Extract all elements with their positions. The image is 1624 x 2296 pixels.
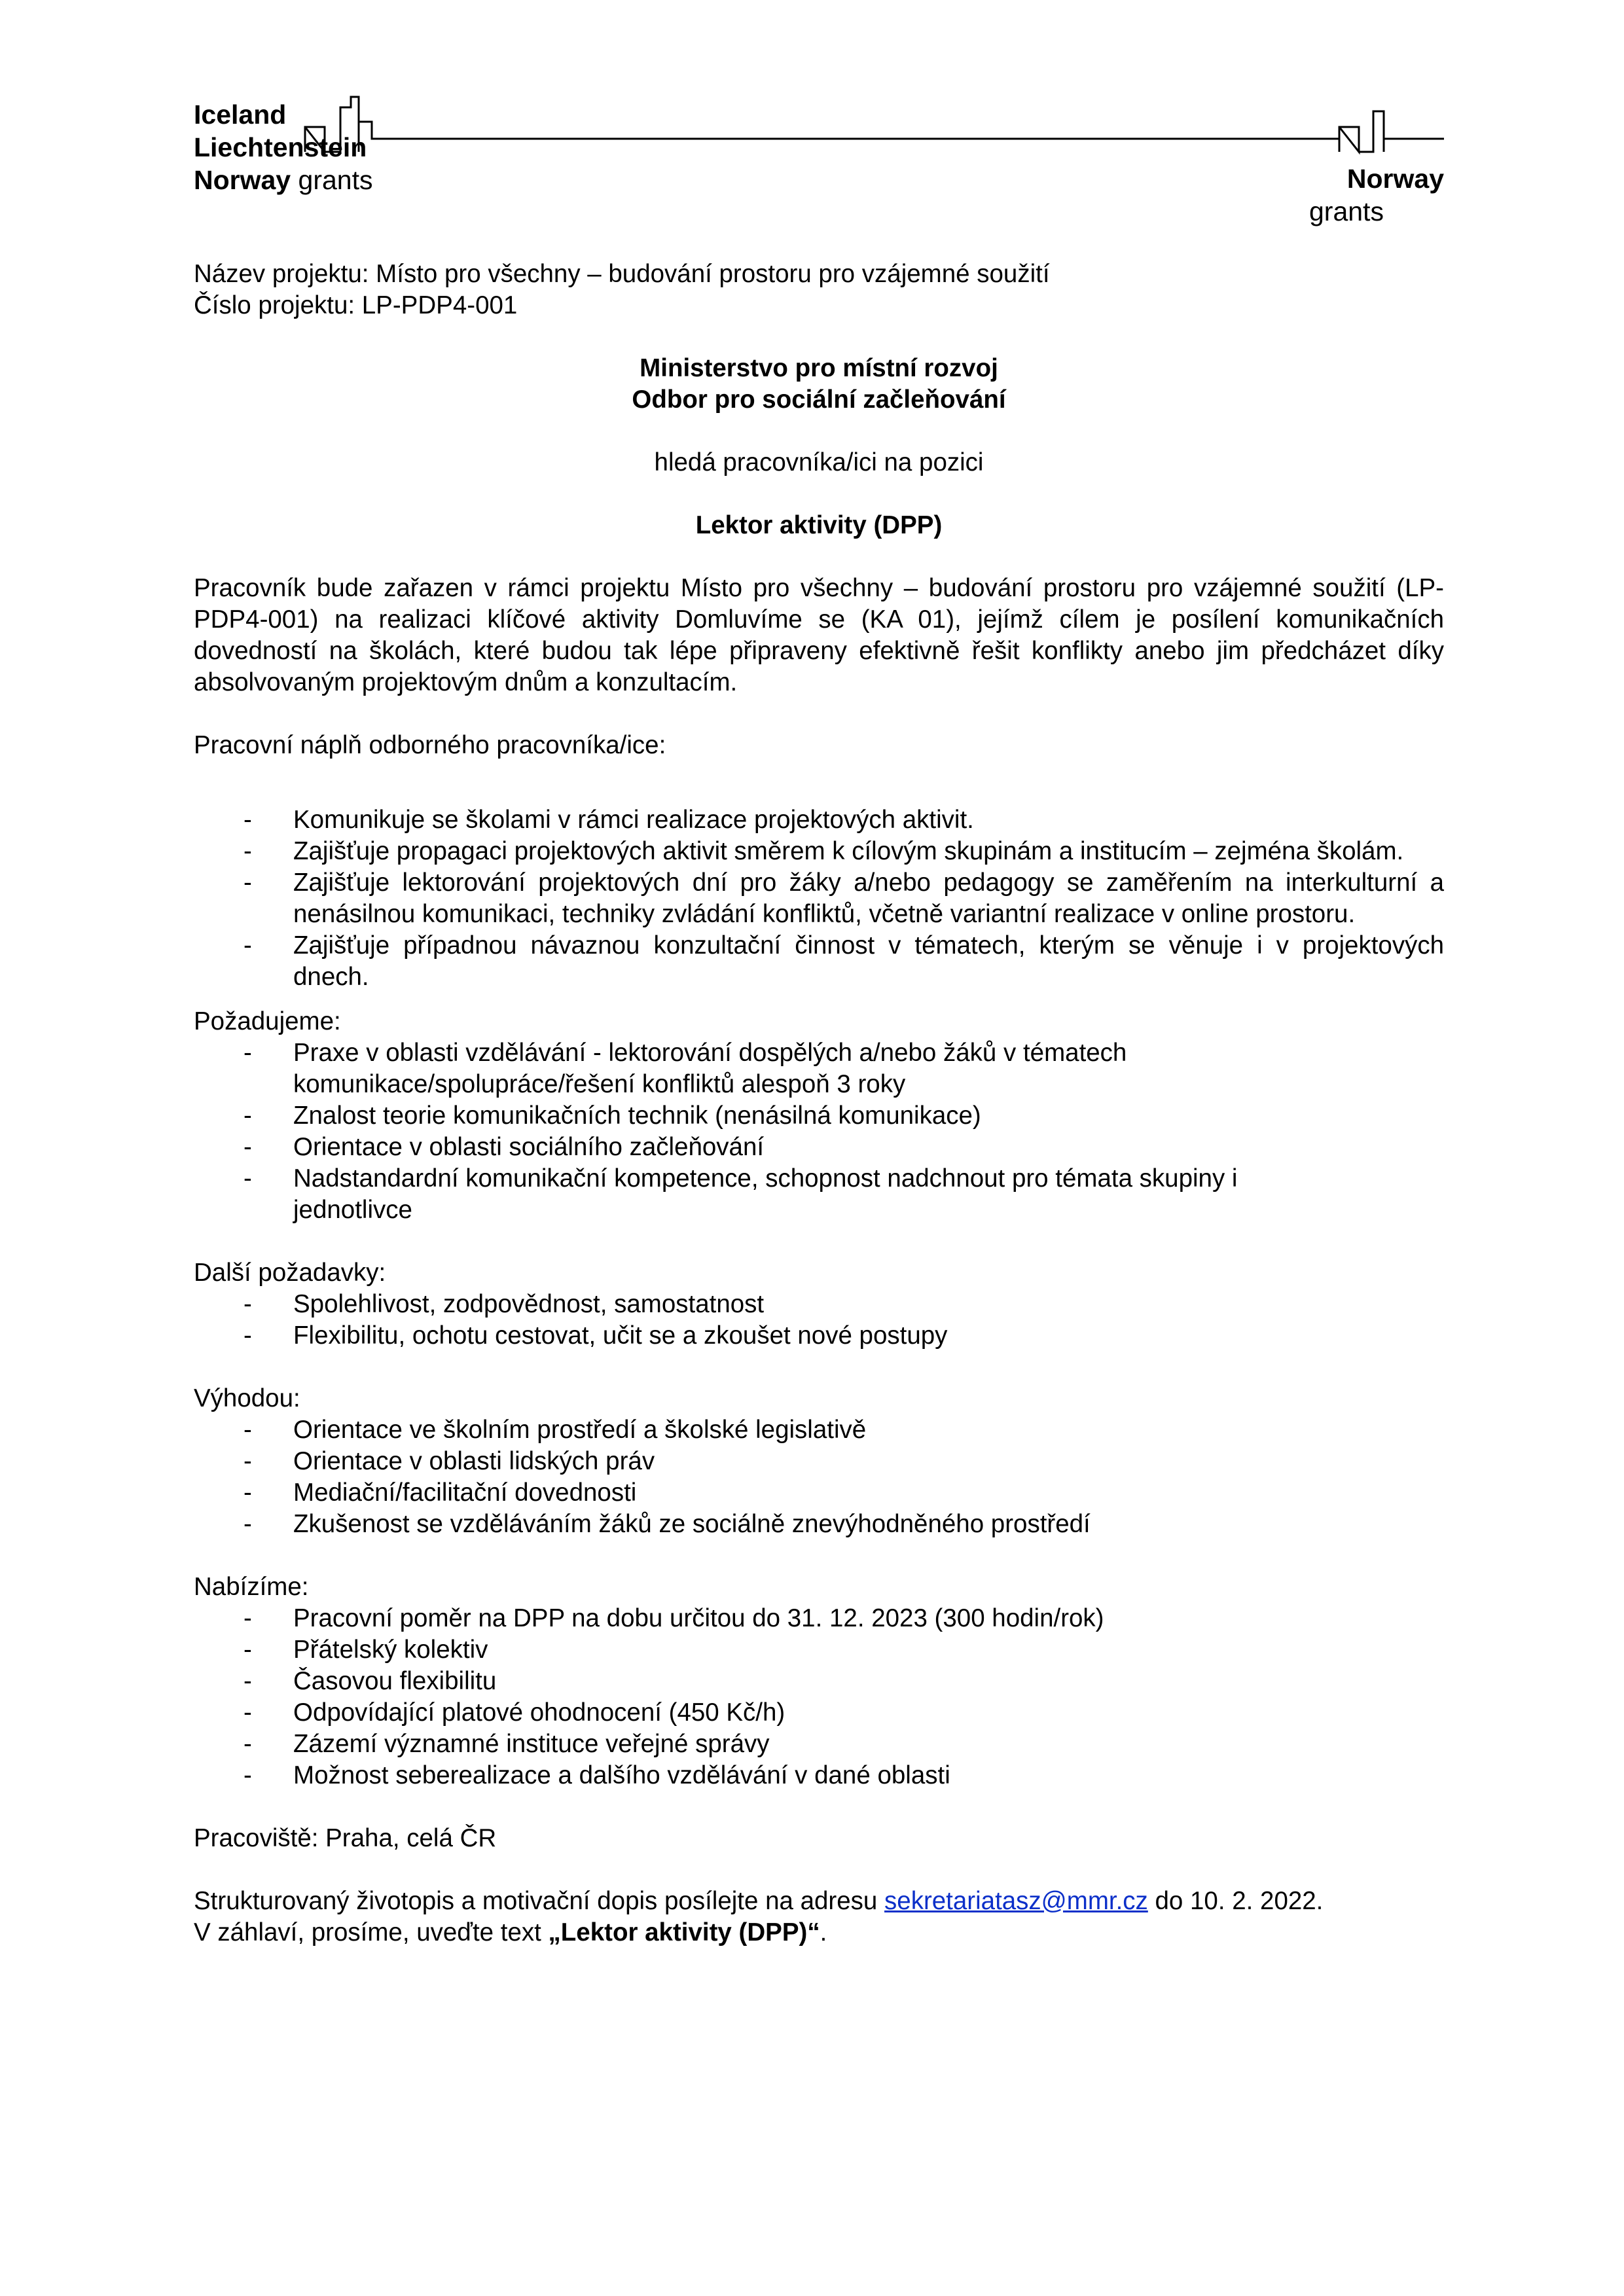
logo-right-grants: grants [1309,196,1384,226]
contact-text: Strukturovaný životopis a motivační dopis posílejte na adresu [194,1887,885,1915]
list-item: - Praxe v oblasti vzdělávání - lektorování dospělých a/nebo žáků v tématech komunikace/spolupráce/řešení konfliktů alespoň 3 roky [244,1039,1127,1098]
offer-heading: Nabízíme: [194,1573,309,1601]
logo-grants: grants [298,165,373,195]
list-item: - Přátelský kolektiv [244,1636,488,1664]
email-link[interactable]: sekretariatasz@mmr.cz [884,1887,1148,1915]
contact-subject-text: V záhlaví, prosíme, uveďte text [194,1918,549,1946]
logo-line-liechtenstein: Liechtenstein [194,132,367,162]
list-item: - Orientace v oblasti lidských práv [244,1447,655,1475]
right-skyline-icon [1339,127,1359,152]
logo-line-norway-grants [194,164,372,196]
document-body [194,259,1444,1948]
list-item: - Možnost seberealizace a dalšího vzdělávání v dané oblasti [244,1761,950,1789]
other-requirements-list [194,1289,1444,1352]
intro-paragraph: Pracovník bude zařazen v rámci projektu Místo pro všechny – budování prostoru pro vzájemné soužití (LP-PDP4-001) na realizaci klíčové aktivity Domluvíme se (KA 01), jejímž cílem je posílení komunikačních dovedností na školách, které budou tak lépe připraveny efektivně řešit konflikty anebo jim předcházet díky absolvovaným projektovým dnům a konzultacím. [194,574,1444,696]
logo-norway-grants [1309,162,1444,228]
list-item: - Pracovní poměr na DPP na dobu určitou do 31. 12. 2023 (300 hodin/rok) [244,1604,1104,1632]
requirements-list [194,1037,1444,1226]
list-item: - Zkušenost se vzděláváním žáků ze sociálně znevýhodněného prostředí [244,1510,1091,1538]
contact-line-2 [194,1917,1444,1948]
list-item: - Zajišťuje lektorování projektových dní pro žáky a/nebo pedagogy se zaměřením na interkulturní a nenásilnou komunikaci, techniky zvládání konfliktů, včetně variantní realizace v online prostoru. [244,869,1444,928]
list-item: - Znalost teorie komunikačních technik (nenásilná komunikace) [244,1102,981,1130]
list-item: - Orientace ve školním prostředí a školské legislativě [244,1416,867,1444]
logo-norway: Norway [194,165,291,195]
list-item: - Nadstandardní komunikační kompetence, schopnost nadchnout pro témata skupiny i jednotlivce [244,1164,1238,1224]
org-department: Odbor pro sociální začleňování [632,386,1006,414]
other-requirements-heading: Další požadavky: [194,1259,386,1287]
offer-list [194,1603,1444,1791]
workplace: Pracoviště: Praha, celá ČR [194,1824,497,1852]
contact-line-1 [194,1886,1444,1917]
contact-subject-title: „Lektor aktivity (DPP)“ [548,1918,820,1946]
list-item: - Časovou flexibilitu [244,1667,497,1695]
advantage-heading: Výhodou: [194,1384,300,1412]
advantage-list [194,1414,1444,1540]
logo-line-iceland: Iceland [194,99,287,130]
project-number: Číslo projektu: LP-PDP4-001 [194,291,518,319]
list-item: - Zajišťuje případnou návaznou konzultační činnost v tématech, kterým se věnuje i v projektových dnech. [244,931,1444,991]
project-name: Název projektu: Místo pro všechny – budování prostoru pro vzájemné soužití [194,260,1050,288]
list-item: - Komunikuje se školami v rámci realizace projektových aktivit. [244,806,974,834]
contact-deadline: do 10. 2. 2022. [1147,1887,1324,1915]
duties-list [194,804,1444,993]
list-item: - Odpovídající platové ohodnocení (450 Kč/h) [244,1698,785,1727]
position-title: Lektor aktivity (DPP) [695,511,943,539]
list-item: - Zajišťuje propagaci projektových aktivit směrem k cílovým skupinám a institucím – zejména školám. [244,837,1404,865]
list-item: - Mediační/facilitační dovednosti [244,1479,637,1507]
list-item: - Flexibilitu, ochotu cestovat, učit se a zkoušet nové postupy [244,1321,948,1350]
seeking-text: hledá pracovníka/ici na pozici [654,448,984,476]
list-item: - Spolehlivost, zodpovědnost, samostatnost [244,1290,765,1318]
duties-heading: Pracovní náplň odborného pracovníka/ice: [194,731,666,759]
logo-right-norway: Norway [1346,164,1444,194]
org-ministry: Ministerstvo pro místní rozvoj [640,354,998,382]
requirements-heading: Požadujeme: [194,1007,341,1035]
logo-iceland-liechtenstein-norway-grants [194,98,372,196]
contact-period: . [820,1918,827,1946]
list-item: - Orientace v oblasti sociálního začleňování [244,1133,765,1161]
list-item: - Zázemí významné instituce veřejné správy [244,1730,770,1758]
